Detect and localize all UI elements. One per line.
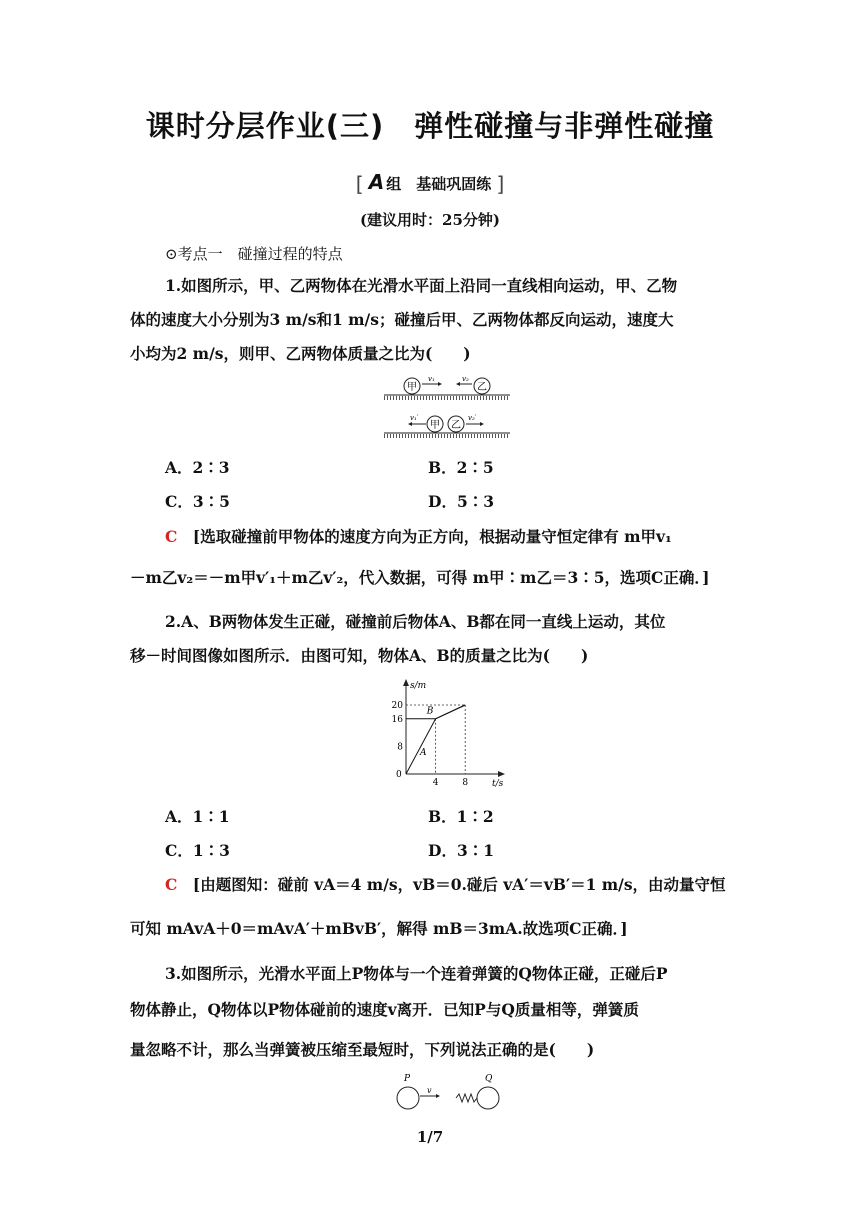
q1-line-1: 1.如图所示，甲、乙两物体在光滑水平面上沿同一直线相向运动，甲、乙物: [165, 276, 678, 295]
arrow-v2-head: [456, 382, 460, 386]
q1-expl-text-1: [选取碰撞前甲物体的速度方向为正方向，根据动量守恒定律有 m甲v₁: [192, 527, 672, 546]
q3-spring-figure: [392, 1072, 504, 1112]
group-letter: A: [368, 170, 385, 194]
label-v1: v₁: [428, 375, 435, 383]
q1-collision-figure: [380, 372, 520, 442]
q2-explanation-line-2: 可知 mAvA＋0＝mAvA′＋mBvB′，解得 mB＝3mA.故选项C正确．]: [130, 919, 628, 938]
q1-option-d: D．5∶3: [428, 492, 495, 511]
y-axis-arrow: [403, 679, 409, 686]
y-tick-label: 8: [397, 742, 403, 753]
x-tick-label: 4: [432, 778, 439, 788]
q3-line-1: 3.如图所示，光滑水平面上P物体与一个连着弹簧的Q物体正碰，正碰后P: [165, 964, 668, 983]
after-collision: [384, 414, 510, 436]
group-heading: [0, 170, 860, 196]
q2-line-2: 移－时间图像如图所示．由图可知，物体A、B的质量之比为( ): [130, 646, 589, 665]
q1-option-c: C．3∶5: [165, 492, 230, 511]
label-p: P: [404, 1074, 411, 1084]
q1-line-2: 体的速度大小分别为3 m/s和1 m/s；碰撞后甲、乙两物体都反向运动，速度大: [130, 310, 674, 329]
q3-line-3: 量忽略不计，那么当弹簧被压缩至最短时，下列说法正确的是( ): [130, 1040, 595, 1059]
page-number: 1/7: [416, 1128, 444, 1146]
suggested-time: (建议用时：25分钟): [359, 211, 501, 229]
q1-explanation-line-2: －m乙v₂＝－m甲v′₁＋m乙v′₂，代入数据，可得 m甲∶m乙＝3∶5，选项C正确．]: [130, 568, 710, 587]
label-v2: v₂: [462, 375, 469, 383]
label-v2p: v₂′: [468, 414, 477, 422]
page-title: 课时分层作业(三) 弹性碰撞与非弹性碰撞: [145, 109, 715, 143]
before-collision: [384, 375, 510, 398]
arrow-v-head: [436, 1094, 440, 1098]
q2-answer: C: [165, 875, 178, 894]
q2-displacement-time-chart: [384, 676, 514, 796]
y-axis-label: s/m: [410, 681, 427, 691]
arrow-v1p-head: [408, 422, 412, 426]
q1-option-a: A．2∶3: [165, 458, 230, 477]
label-v: v: [427, 1086, 432, 1095]
series-line-b: [406, 705, 465, 719]
origin-label: 0: [396, 770, 402, 780]
series-label-a: A: [420, 748, 427, 759]
spring: [456, 1094, 477, 1102]
label-q: Q: [485, 1074, 493, 1084]
arrow-v1-head: [438, 382, 442, 386]
q2-option-a: A．1∶1: [165, 807, 230, 826]
y-tick-label: 20: [391, 701, 403, 711]
group-label: 组 基础巩固练: [386, 175, 492, 193]
body-a-after-label: 甲: [430, 420, 440, 431]
arrow-v2p-head: [480, 422, 484, 426]
q2-option-b: B．1∶2: [428, 807, 494, 826]
q1-answer: C: [165, 527, 178, 546]
ball-p: [397, 1087, 419, 1109]
x-tick-label: 8: [462, 778, 469, 788]
q1-line-3: 小均为2 m/s，则甲、乙两物体质量之比为( ): [130, 344, 471, 363]
q2-option-c: C．1∶3: [165, 841, 230, 860]
chart-guides: [406, 705, 465, 774]
bracket-close: ]: [496, 172, 505, 196]
ball-q: [477, 1087, 499, 1109]
q2-explanation-line-1: [165, 877, 765, 893]
label-v1p: v₁′: [410, 414, 419, 422]
bracket-open: [: [355, 172, 364, 196]
body-a-before-label: 甲: [407, 382, 417, 393]
q1-explanation-line-1: [165, 529, 765, 545]
y-tick-label: 16: [391, 714, 403, 725]
body-b-before-label: 乙: [477, 382, 487, 393]
x-axis-label: t/s: [492, 779, 504, 789]
series-label-b: B: [426, 706, 434, 717]
body-b-after-label: 乙: [451, 420, 461, 431]
q3-line-2: 物体静止，Q物体以P物体碰前的速度v离开．已知P与Q质量相等，弹簧质: [130, 1000, 639, 1019]
q2-option-d: D．3∶1: [428, 841, 495, 860]
section-heading: ⊙考点一 碰撞过程的特点: [165, 245, 343, 263]
x-axis-arrow: [498, 771, 505, 777]
q1-option-b: B．2∶5: [428, 458, 494, 477]
q2-expl-text-1: [由题图知：碰前 vA＝4 m/s，vB＝0.碰后 vA′＝vB′＝1 m/s，由动量守恒: [192, 875, 726, 894]
q2-line-1: 2.A、B两物体发生正碰，碰撞前后物体A、B都在同一直线上运动，其位: [165, 612, 666, 631]
